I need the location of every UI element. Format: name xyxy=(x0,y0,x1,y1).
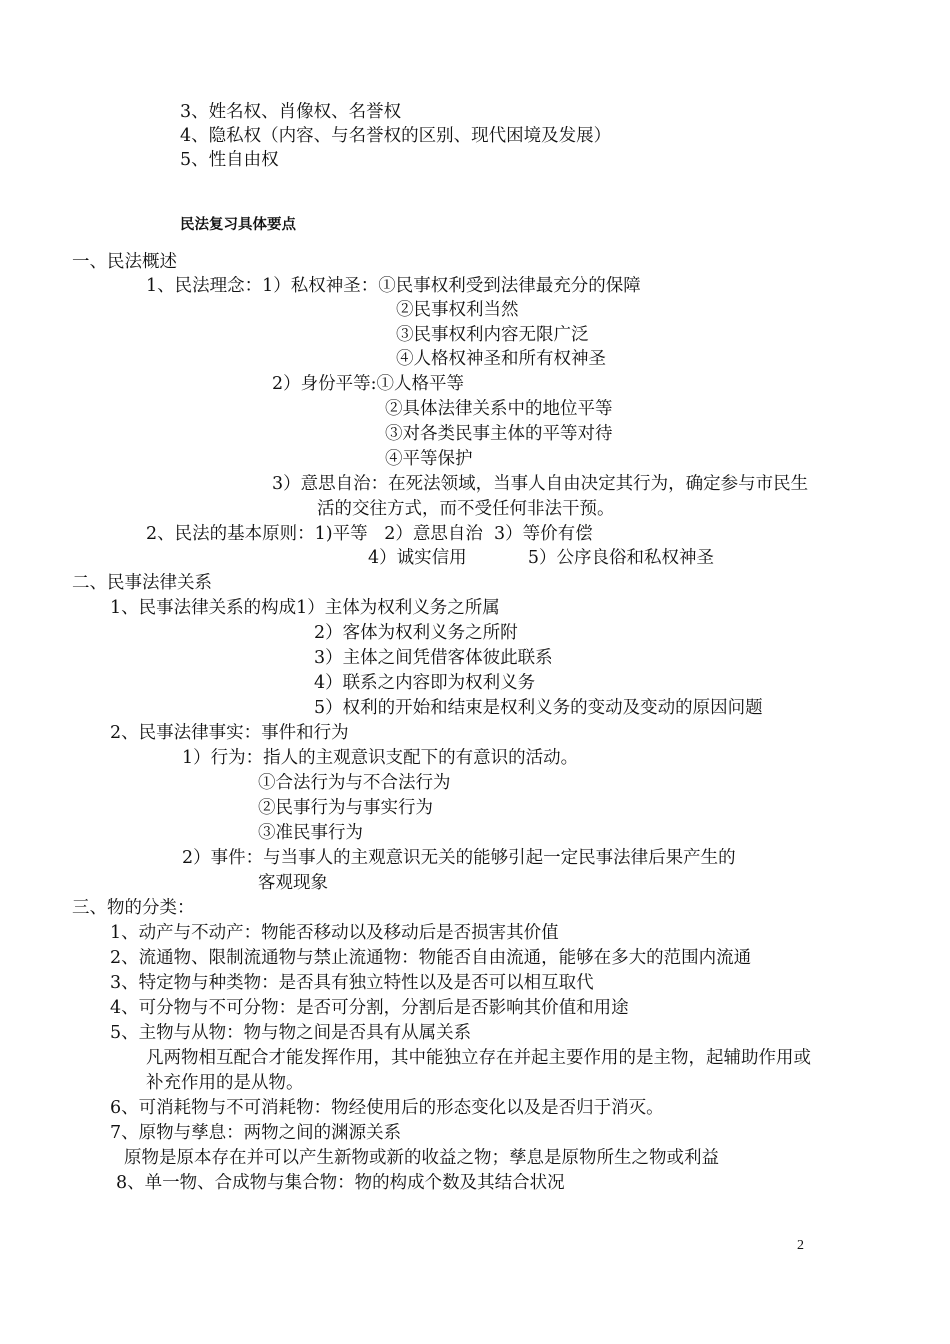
text-line: ②民事行为与事实行为 xyxy=(258,798,433,818)
text-line: 2）事件：与当事人的主观意识无关的能够引起一定民事法律后果产生的 xyxy=(182,848,736,868)
text-line: 凡两物相互配合才能发挥作用，其中能独立存在并起主要作用的是主物，起辅助作用或 xyxy=(146,1048,811,1068)
text-line: 3）主体之间凭借客体彼此联系 xyxy=(314,648,553,668)
text-line: 2、民事法律事实：事件和行为 xyxy=(110,723,349,743)
text-line: 2）身份平等:①人格平等 xyxy=(272,374,465,394)
text-line: 原物是原本存在并可以产生新物或新的收益之物；孳息是原物所生之物或利益 xyxy=(124,1148,719,1168)
heading-2: 二、民事法律关系 xyxy=(72,573,212,593)
text-line: 2）客体为权利义务之所附 xyxy=(314,623,518,643)
text-line: 6、可消耗物与不可消耗物：物经使用后的形态变化以及是否归于消灭。 xyxy=(110,1098,664,1118)
text-line: 2、流通物、限制流通物与禁止流通物：物能否自由流通，能够在多大的范围内流通 xyxy=(110,948,752,968)
text-line: 4）联系之内容即为权利义务 xyxy=(314,673,536,693)
text-line: 3）意思自治：在死法领域，当事人自由决定其行为，确定参与市民生 xyxy=(272,474,809,494)
heading-1: 一、民法概述 xyxy=(72,252,177,272)
text-line: 7、原物与孳息：两物之间的渊源关系 xyxy=(110,1123,402,1143)
text-line: 4、可分物与不可分物：是否可分割，分割后是否影响其价值和用途 xyxy=(110,998,629,1018)
text-line: ④平等保护 xyxy=(385,449,473,469)
section-title: 民法复习具体要点 xyxy=(180,217,296,233)
text-line: 1）行为：指人的主观意识支配下的有意识的活动。 xyxy=(182,748,579,768)
text-line: 3、特定物与种类物：是否具有独立特性以及是否可以相互取代 xyxy=(110,973,594,993)
heading-3: 三、物的分类： xyxy=(72,898,195,918)
text-line: 3、姓名权、肖像权、名誉权 xyxy=(180,102,402,122)
text-line: 5）权利的开始和结束是权利义务的变动及变动的原因问题 xyxy=(314,698,763,718)
text-line: ③对各类民事主体的平等对待 xyxy=(385,424,613,444)
text-line: 4、隐私权（内容、与名誉权的区别、现代困境及发展） xyxy=(180,126,612,146)
text-line: ②具体法律关系中的地位平等 xyxy=(385,399,613,419)
text-line: 5、性自由权 xyxy=(180,150,279,170)
page-number: 2 xyxy=(797,1238,804,1253)
text-line: ①合法行为与不合法行为 xyxy=(258,773,451,793)
text-line: ③准民事行为 xyxy=(258,823,363,843)
text-line: 客观现象 xyxy=(258,873,328,893)
text-line: 1、民事法律关系的构成1）主体为权利义务之所属 xyxy=(110,598,500,618)
text-line: 4）诚实信用 5）公序良俗和私权神圣 xyxy=(368,548,714,568)
text-line: ③民事权利内容无限广泛 xyxy=(396,325,589,345)
text-line: 8、单一物、合成物与集合物：物的构成个数及其结合状况 xyxy=(116,1173,565,1193)
text-line: 1、民法理念：1）私权神圣：①民事权利受到法律最充分的保障 xyxy=(146,276,641,296)
text-line: 5、主物与从物：物与物之间是否具有从属关系 xyxy=(110,1023,472,1043)
text-line: 补充作用的是从物。 xyxy=(146,1073,304,1093)
text-line: ②民事权利当然 xyxy=(396,300,519,320)
text-line: 活的交往方式，而不受任何非法干预。 xyxy=(317,499,615,519)
text-line: ④人格权神圣和所有权神圣 xyxy=(396,349,606,369)
text-line: 1、动产与不动产：物能否移动以及移动后是否损害其价值 xyxy=(110,923,559,943)
text-line: 2、民法的基本原则：1)平等 2）意思自治 3）等价有偿 xyxy=(146,524,593,544)
